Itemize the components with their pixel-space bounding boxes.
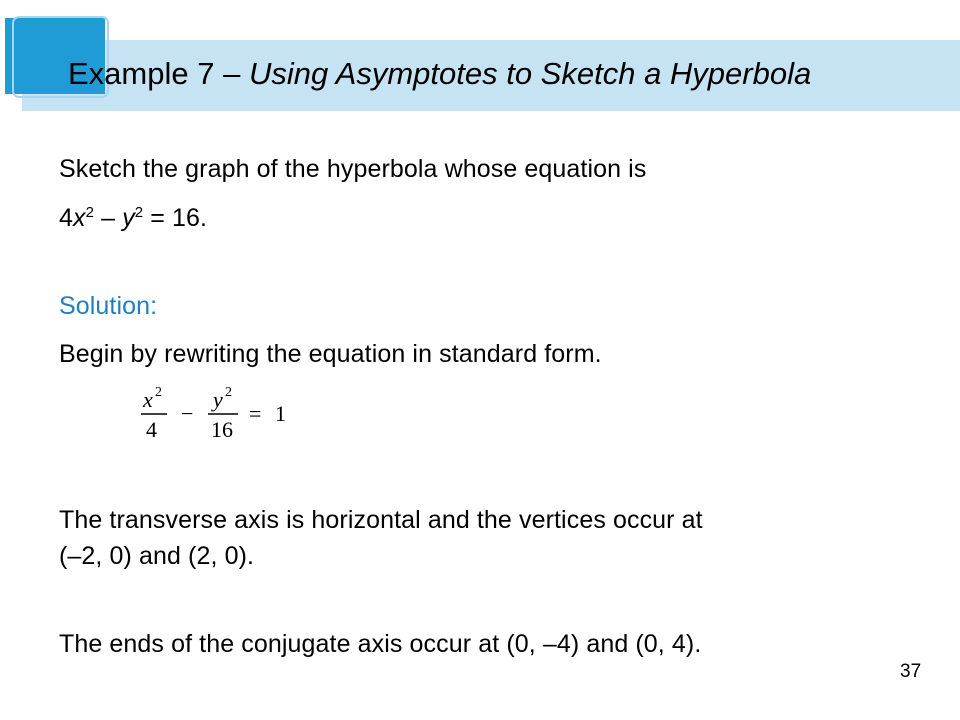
formula-num-x: x [143,387,153,412]
equation-coefficient: 4 [59,204,74,232]
equation-minus: – [94,204,123,232]
solution-step-2-line-2: (–2, 0) and (2, 0). [59,542,255,570]
solution-step-1: Begin by rewriting the equation in standard form. [59,340,602,368]
equation-var-x: x [73,204,86,232]
solution-step-2-line-1: The transverse axis is horizontal and the vertices occur at [59,506,703,534]
formula-rhs: 1 [275,401,286,426]
standard-form-formula [135,383,293,443]
page-number: 37 [900,661,922,682]
slide-title-prefix: Example 7 – [68,56,249,91]
equation-exp-x: 2 [85,204,95,221]
problem-statement: Sketch the graph of the hyperbola whose equation is [59,155,647,183]
slide-title-emphasis: Using Asymptotes to Sketch a Hyperbola [248,56,812,91]
problem-equation [59,202,207,234]
formula-den-16: 16 [211,417,233,442]
equation-exp-y: 2 [134,204,144,221]
slide-title [68,54,811,94]
formula-den-4: 4 [146,417,157,442]
equation-var-y: y [122,204,135,232]
equation-rhs: = 16. [143,204,208,232]
formula-num-y: y [213,387,223,412]
solution-step-3: The ends of the conjugate axis occur at (0, –4) and (0, 4). [59,630,702,658]
formula-minus: − [181,401,194,426]
formula-equals: = [249,401,262,426]
standard-form-svg [135,383,293,443]
formula-num-y-exp: 2 [225,385,232,400]
solution-label: Solution: [59,292,158,320]
formula-num-x-exp: 2 [155,385,162,400]
